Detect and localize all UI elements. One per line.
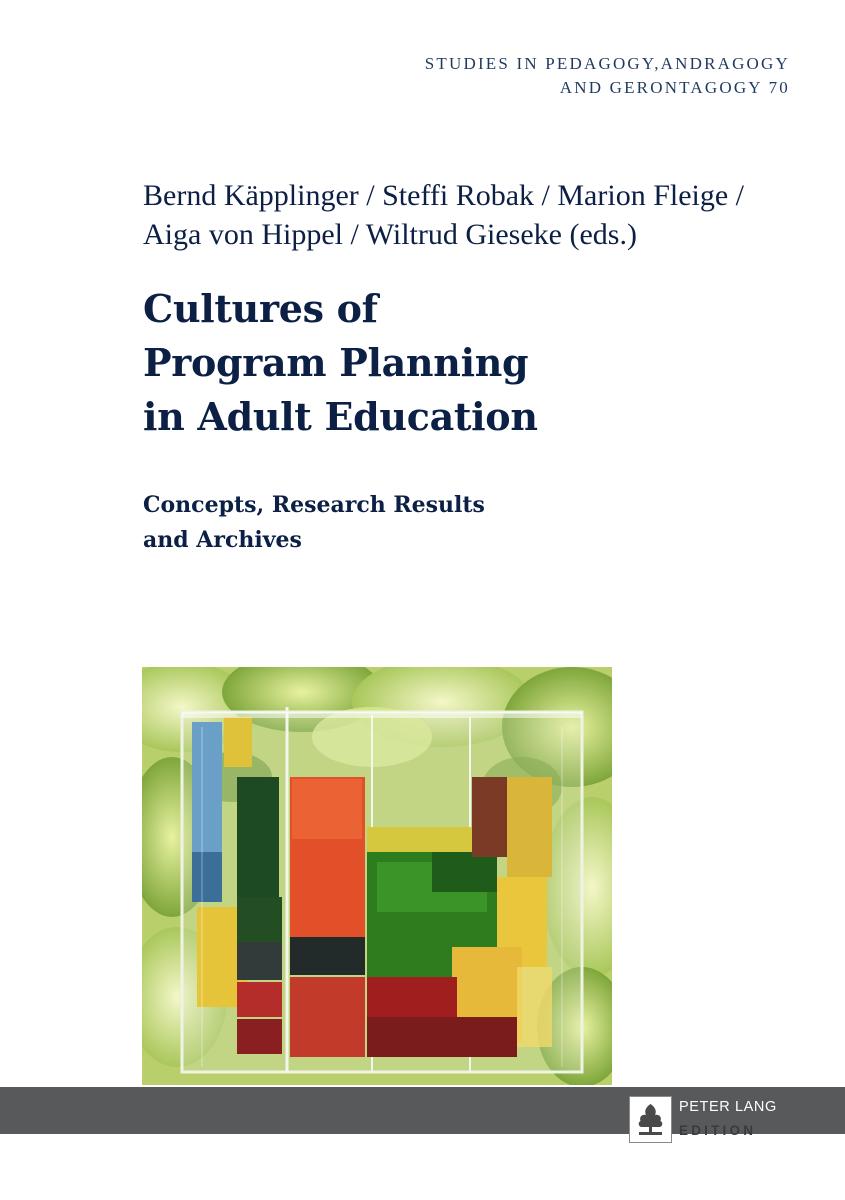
book-subtitle (143, 488, 743, 558)
subtitle-line-2: and Archives (143, 527, 302, 553)
title-line-3: in Adult Education (143, 394, 538, 439)
editors (143, 176, 803, 254)
series-line-1: STUDIES IN PEDAGOGY,ANDRAGOGY (424, 54, 790, 73)
series-title (425, 52, 790, 100)
stained-glass-artwork (142, 667, 612, 1085)
series-line-2: AND GERONTAGOGY 70 (559, 78, 790, 97)
publisher-name: PETER LANG (679, 1099, 777, 1115)
subtitle-line-1: Concepts, Research Results (143, 492, 485, 518)
peter-lang-logo-icon (629, 1096, 672, 1143)
title-line-1: Cultures of (143, 286, 378, 331)
editors-line-2: Aiga von Hippel / Wiltrud Gieseke (eds.) (143, 218, 637, 251)
publisher-logo (629, 1096, 797, 1144)
book-title (143, 282, 763, 444)
title-line-2: Program Planning (143, 340, 529, 385)
editors-line-1: Bernd Käpplinger / Steffi Robak / Marion Fleige / (143, 179, 745, 212)
publisher-edition: EDITION (679, 1123, 757, 1138)
cover-artwork (142, 667, 612, 1085)
